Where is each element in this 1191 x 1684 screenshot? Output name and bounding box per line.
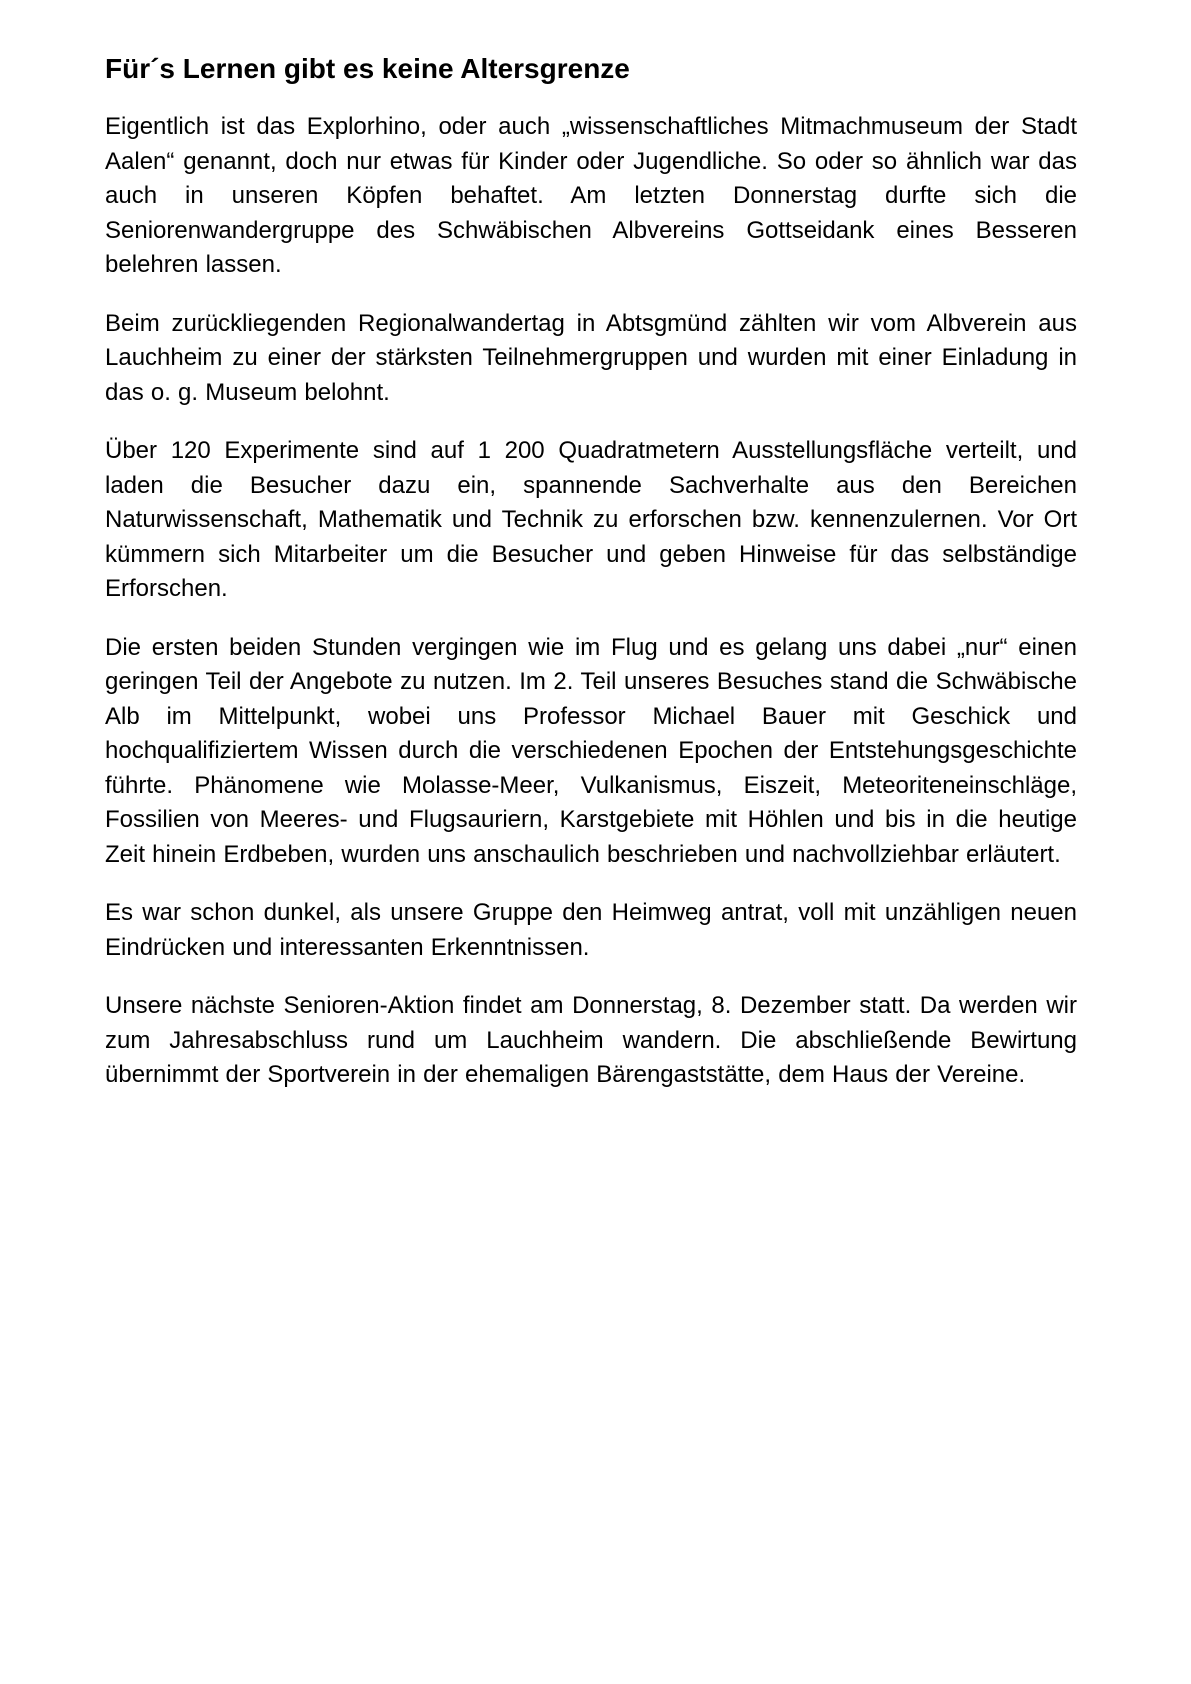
paragraph-experimente: Über 120 Experimente sind auf 1 200 Quadratmetern Ausstellungsfläche verteilt, und laden die Besucher dazu ein, spannende Sachverhalte aus den Bereichen Naturwissenschaft, Mathematik und Technik zu erforschen bzw. kennenzulernen. Vor Ort kümmern sich Mitarbeiter um die Besucher und geben Hinweise für das selbständige Erforschen. xyxy=(105,437,1077,602)
paragraph-besuch: Die ersten beiden Stunden vergingen wie im Flug und es gelang uns dabei „nur“ einen geringen Teil der Angebote zu nutzen. Im 2. Teil unseres Besuches stand die Schwäbische Alb im Mittelpunkt, wobei uns Professor Michael Bauer mit Geschick und hochqualifiziertem Wissen durch die verschiedenen Epochen der Entstehungsgeschichte führte. Phänomene wie Molasse-Meer, Vulkanismus, Eiszeit, Meteoriteneinschläge, Fossilien von Meeres- und Flugsauriern, Karstgebiete mit Höhlen und bis in die heutige Zeit hinein Erdbeben, wurden uns anschaulich beschrieben und nachvollziehbar erläutert. xyxy=(105,633,1077,868)
paragraph-naechste-aktion: Unsere nächste Senioren-Aktion findet am Donnerstag, 8. Dezember statt. Da werden wir zum Jahresabschluss rund um Lauchheim wandern. Die abschließende Bewirtung übernimmt der Sportverein in der ehemaligen Bärengaststätte, dem Haus der Vereine. xyxy=(105,992,1077,1088)
paragraph-heimweg: Es war schon dunkel, als unsere Gruppe den Heimweg antrat, voll mit unzähligen neuen Eindrücken und interessanten Erkenntnissen. xyxy=(105,899,1077,961)
paragraph-regionalwandertag: Beim zurückliegenden Regionalwandertag in Abtsgmünd zählten wir vom Albverein aus Lauchheim zu einer der stärksten Teilnehmergruppen und wurden mit einer Einladung in das o. g. Museum belohnt. xyxy=(105,309,1077,406)
text-column xyxy=(105,52,1077,1117)
paragraph-intro: Eigentlich ist das Explorhino, oder auch „wissenschaftliches Mitmachmuseum der Stadt Aalen“ genannt, doch nur etwas für Kinder oder Jugendliche. So oder so ähnlich war das auch in unseren Köpfen behaftet. Am letzten Donnerstag durfte sich die Seniorenwandergruppe des Schwäbischen Albvereins Gottseidank eines Besseren belehren lassen. xyxy=(105,113,1077,278)
page-title: Für´s Lernen gibt es keine Altersgrenze xyxy=(105,53,630,84)
